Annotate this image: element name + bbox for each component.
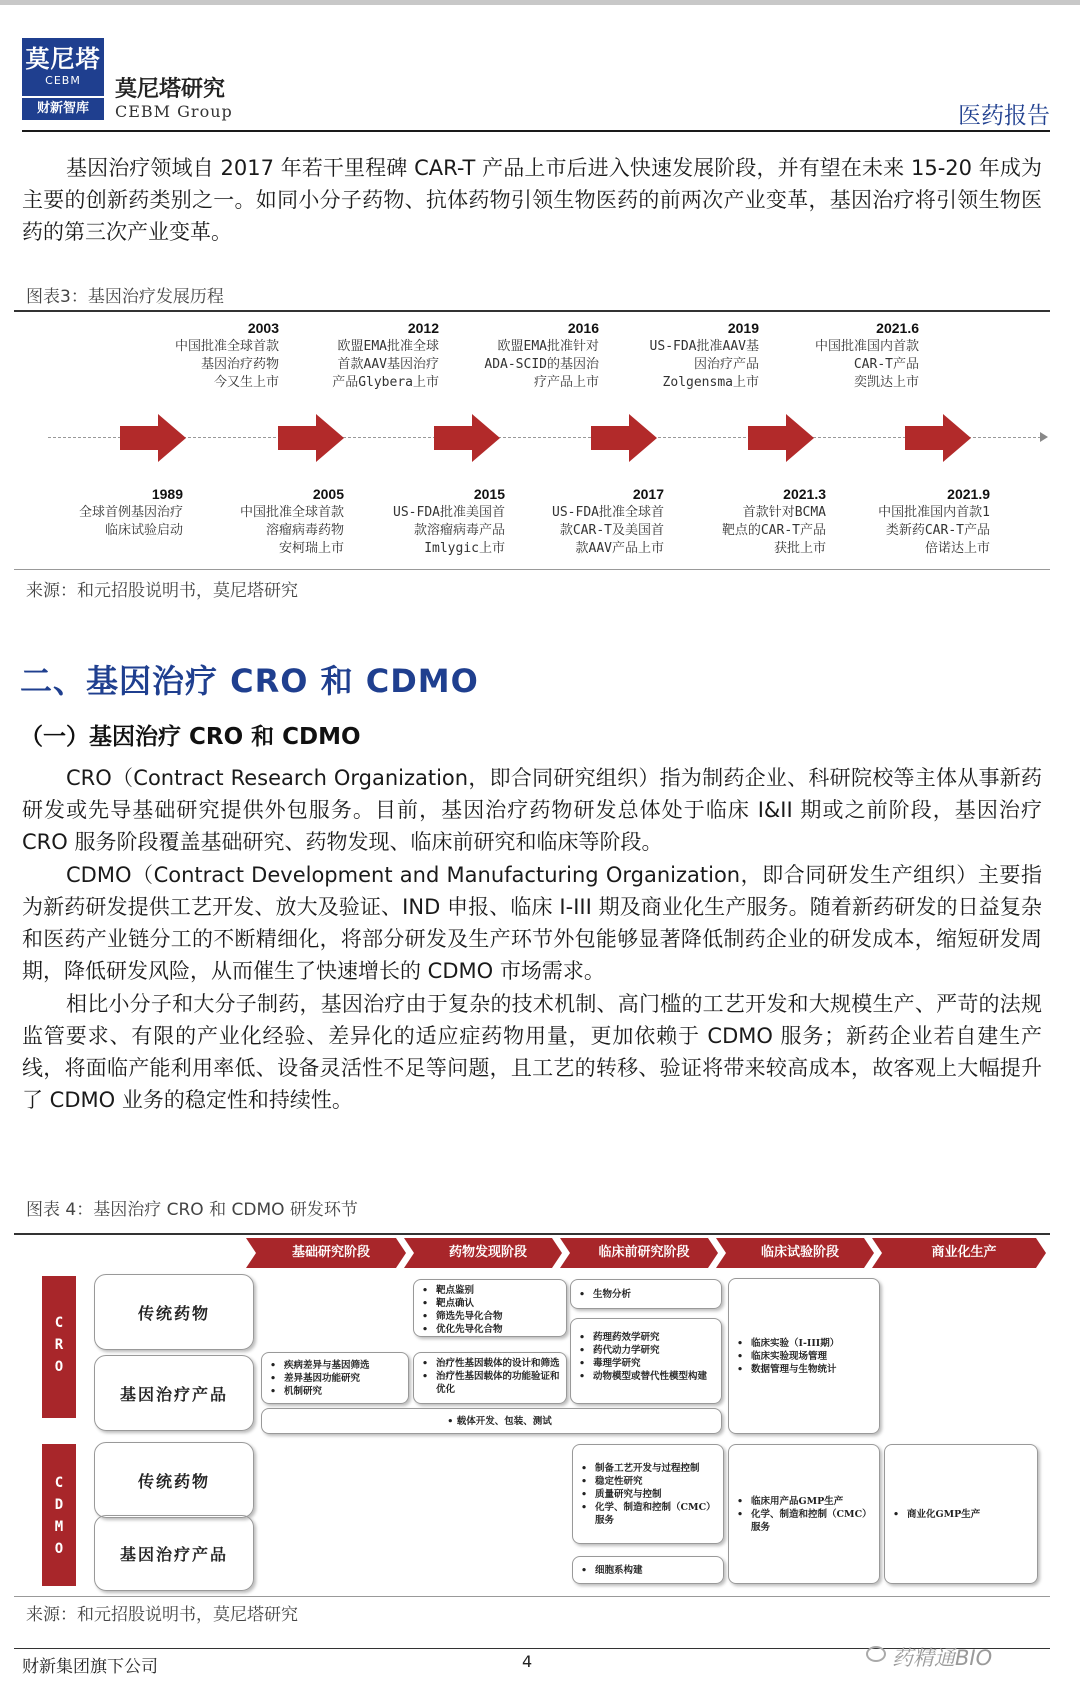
- timeline-event-text: 因治疗产品: [693, 357, 759, 372]
- timeline-event-2021.6: [679, 318, 919, 392]
- cdmo-letter: M: [54, 1519, 64, 1535]
- stage-drug-discovery: 药物发现阶段: [448, 1245, 527, 1260]
- timeline-event-text: 中国批准全球首款: [174, 339, 279, 354]
- cdmo-clinical-box: [728, 1444, 880, 1584]
- diagram-list-item: • 筛选先导化合物: [422, 1310, 560, 1323]
- wechat-icon: [866, 1646, 886, 1662]
- timeline-event-text: 基因治疗药物: [200, 357, 279, 372]
- diagram-list-item: • 动物模型或替代性模型构建: [579, 1370, 715, 1383]
- stage-clinical: 临床试验阶段: [760, 1245, 839, 1260]
- cro-preclinical-bioanalysis-box: [570, 1279, 722, 1309]
- diagram-list-item: • 靶点确认: [422, 1297, 560, 1310]
- cro-gene-therapy-box: 基因治疗产品: [94, 1355, 254, 1431]
- cdmo-cell-line-box: [572, 1556, 724, 1584]
- intro-paragraph: 基因治疗领域自 2017 年若干里程碑 CAR-T 产品上市后进入快速发展阶段，并有望在未来 15-20 年成为主要的创新药类别之一。如同小分子药物、抗体药物引领生物医药的前两次产业变革，基因治疗将引领生物医药的第三次产业变革。: [22, 156, 1042, 244]
- vector-development-text: 载体开发、包装、测试: [456, 1415, 552, 1427]
- timeline-event-text: 中国批准国内首款1: [878, 505, 990, 520]
- timeline-event-text: 溶瘤病毒药物: [265, 523, 344, 538]
- diagram-list-item: • 化学、制造和控制（CMC）服务: [737, 1508, 873, 1534]
- diagram-list-item: • 机制研究: [270, 1385, 402, 1398]
- brand-english: CEBM Group: [115, 102, 233, 121]
- diagram-list-item: • 质量研究与控制: [581, 1488, 717, 1501]
- stage-preclinical: 临床前研究阶段: [598, 1245, 690, 1260]
- cro-traditional-drug-box: 传统药物: [94, 1274, 254, 1350]
- timeline-event-text: 今又生上市: [213, 375, 279, 390]
- timeline-axis: [48, 437, 1046, 438]
- cdmo-commercial-box: [884, 1444, 1038, 1584]
- timeline-event-text: 类新药CAR-T产品: [885, 523, 990, 538]
- diagram-list-item: • 药代动力学研究: [579, 1344, 715, 1357]
- timeline-event-text: ADA-SCID的基因治: [484, 357, 599, 372]
- figure4-bottom-rule: [14, 1596, 1050, 1597]
- timeline-arrow: [434, 414, 500, 462]
- cebm-logo: [22, 38, 104, 120]
- figure4-caption: 图表 4：基因治疗 CRO 和 CDMO 研发环节: [26, 1200, 358, 1220]
- logo-chinese-name: 莫尼塔: [25, 45, 101, 73]
- page-number: 4: [522, 1652, 533, 1671]
- diagram-list-item: • 药理药效学研究: [579, 1331, 715, 1344]
- timeline-event-text: 欧盟EMA批准针对: [497, 339, 599, 354]
- brand-name: 莫尼塔研究: [115, 77, 226, 102]
- cro-basic-research-box: [261, 1352, 409, 1404]
- timeline-year: 2015: [473, 486, 505, 502]
- cdmo-paragraph: CDMO（Contract Development and Manufacturing Organization，即合同研发生产组织）主要指为新药研发提供工艺开发、放大及验证、IND 申报、临床 I-III 期及商业化生产服务。随着新药研发的日益复杂和医药产业链分工的不断精细化，将部分研发及生产环节外包能够显著降低制药企业的研发成本，缩短研发周期，降低研发风险，从而催生了快速增长的 CDMO 市场需求。: [22, 863, 1042, 983]
- timeline-year: 2012: [407, 320, 439, 336]
- logo-english-name: CEBM: [45, 74, 81, 87]
- timeline-arrow: [748, 414, 814, 462]
- diagram-list-item: • 毒理学研究: [579, 1357, 715, 1370]
- figure3-source: 来源：和元招股说明书，莫尼塔研究: [26, 581, 298, 601]
- timeline-event-text: 奕凯达上市: [853, 375, 919, 390]
- timeline-event-text: 产品Glybera上市: [332, 375, 439, 390]
- timeline-event-text: US-FDA批准全球首: [552, 505, 664, 520]
- cdmo-letter: D: [54, 1497, 64, 1513]
- figure4-top-rule: [14, 1233, 1050, 1235]
- diagram-list-item: • 差异基因功能研究: [270, 1372, 402, 1385]
- cdmo-letter: O: [54, 1541, 64, 1557]
- diagram-list-item: • 细胞系构建: [581, 1564, 717, 1577]
- cro-discovery-traditional-box: [413, 1279, 567, 1337]
- timeline-arrow: [278, 414, 344, 462]
- section-title: 二、基因治疗 CRO 和 CDMO: [20, 662, 479, 700]
- figure3-bottom-rule: [14, 569, 1050, 570]
- timeline-arrow: [591, 414, 657, 462]
- timeline-year: 2021.6: [876, 320, 919, 336]
- timeline-year: 2003: [247, 320, 279, 336]
- cro-discovery-gene-box: [413, 1352, 567, 1404]
- timeline-year: 2017: [632, 486, 664, 502]
- diagram-list-item: • 生物分析: [579, 1288, 715, 1301]
- cro-letter: R: [54, 1337, 64, 1353]
- timeline-year: 1989: [151, 486, 183, 502]
- timeline-event-text: 欧盟EMA批准全球: [337, 339, 439, 354]
- diagram-list-item: • 临床实验现场管理: [737, 1350, 873, 1363]
- logo-subtitle: 财新智库: [22, 98, 104, 120]
- timeline-event-text: 全球首例基因治疗: [78, 505, 183, 520]
- diagram-list-item: • 稳定性研究: [581, 1475, 717, 1488]
- timeline-arrow: [905, 414, 971, 462]
- timeline-event-text: 倍诺达上市: [924, 541, 990, 556]
- diagram-list-item: • 治疗性基因载体的设计和筛选: [422, 1357, 560, 1370]
- timeline-year: 2005: [312, 486, 344, 502]
- diagram-list-item: • 化学、制造和控制（CMC）服务: [581, 1501, 717, 1527]
- stage-band: [246, 1238, 1046, 1268]
- diagram-list-item: • 优化先导化合物: [422, 1323, 560, 1336]
- figure3-caption: 图表3：基因治疗发展历程: [26, 287, 224, 307]
- timeline-event-text: 中国批准国内首款: [814, 339, 919, 354]
- stage-commercial: 商业化生产: [931, 1245, 997, 1260]
- timeline-event-text: 款AAV产品上市: [575, 541, 664, 556]
- timeline-event-text: 安柯瑞上市: [278, 541, 344, 556]
- timeline-arrow: [120, 414, 186, 462]
- timeline-year: 2021.9: [947, 486, 990, 502]
- timeline-event-text: US-FDA批准AAV基: [649, 339, 759, 354]
- diagram-list-item: • 数据管理与生物统计: [737, 1363, 873, 1376]
- timeline-event-text: 获批上市: [773, 541, 826, 556]
- diagram-list-item: • 商业化GMP生产: [893, 1508, 1031, 1521]
- cro-letter: O: [54, 1359, 64, 1375]
- timeline-axis-arrowhead: [1040, 432, 1048, 442]
- timeline-event-text: 中国批准全球首款: [239, 505, 344, 520]
- header-divider: [22, 130, 1050, 132]
- cdmo-letter: C: [54, 1475, 64, 1491]
- timeline-event-text: Imlygic上市: [424, 541, 505, 556]
- report-type: 医药报告: [958, 103, 1050, 129]
- cdmo-gene-therapy-box: 基因治疗产品: [94, 1515, 254, 1591]
- diagram-list-item: • 靶点鉴别: [422, 1284, 560, 1297]
- footer-company: 财新集团旗下公司: [22, 1657, 158, 1677]
- timeline-year: 2019: [727, 320, 759, 336]
- timeline-event-text: 首款AAV基因治疗: [337, 357, 439, 372]
- diagram-list-item: • 制备工艺开发与过程控制: [581, 1462, 717, 1475]
- timeline-event-text: CAR-T产品: [853, 357, 919, 372]
- top-rule: [0, 0, 1080, 5]
- cro-paragraph: CRO（Contract Research Organization，即合同研究组织）指为制药企业、科研院校等主体从事新药研发或先导基础研究提供外包服务。目前，基因治疗药物研发总体处于临床 I&II 期或之前阶段，基因治疗 CRO 服务阶段覆盖基础研究、药物发现、临床前研究和临床等阶段。: [22, 766, 1042, 854]
- cro-clinical-box: [728, 1278, 880, 1434]
- timeline-event-text: 首款针对BCMA: [742, 505, 826, 520]
- cdmo-traditional-drug-box: 传统药物: [94, 1442, 254, 1518]
- stage-basic-research: 基础研究阶段: [291, 1245, 370, 1260]
- watermark: 药精通BIO: [892, 1646, 993, 1670]
- figure3-top-rule: [14, 310, 1050, 312]
- diagram-list-item: • 疾病差异与基因筛选: [270, 1359, 402, 1372]
- figure4-source: 来源：和元招股说明书，莫尼塔研究: [26, 1605, 298, 1625]
- timeline-event-text: 疗产品上市: [533, 375, 599, 390]
- timeline-event-text: 款CAR-T及美国首: [559, 523, 664, 538]
- cro-preclinical-box: [570, 1318, 722, 1404]
- comparison-paragraph: 相比小分子和大分子制药，基因治疗由于复杂的技术机制、高门槛的工艺开发和大规模生产、严苛的法规监管要求、有限的产业化经验、差异化的适应症药物用量，更加依赖于 CDMO 服务；新药企业若自建生产线，将面临产能利用率低、设备灵活性不足等问题，且工艺的转移、验证将带来较高成本，故客观上大幅提升了 CDMO 业务的稳定性和持续性。: [22, 992, 1042, 1112]
- timeline-year: 2016: [567, 320, 599, 336]
- cro-side-label: [42, 1276, 76, 1418]
- timeline-event-2021.9: [750, 484, 990, 558]
- cdmo-side-label: [42, 1444, 76, 1586]
- vector-development-bar: • 载体开发、包装、测试: [261, 1408, 722, 1434]
- subsection-title: （一）基因治疗 CRO 和 CDMO: [20, 724, 361, 750]
- cro-letter: C: [54, 1315, 64, 1331]
- timeline-year: 2021.3: [783, 486, 826, 502]
- diagram-list-item: • 临床用产品GMP生产: [737, 1495, 873, 1508]
- timeline-event-text: US-FDA批准美国首: [393, 505, 505, 520]
- diagram-list-item: • 治疗性基因载体的功能验证和优化: [422, 1370, 560, 1396]
- timeline-event-text: 靶点的CAR-T产品: [721, 523, 826, 538]
- timeline-event-text: 临床试验启动: [104, 523, 183, 538]
- timeline-event-text: Zolgensma上市: [662, 375, 759, 390]
- diagram-list-item: • 临床实验（I-III期）: [737, 1337, 873, 1350]
- cdmo-preclinical-box: [572, 1444, 724, 1544]
- timeline-event-text: 款溶瘤病毒产品: [413, 523, 505, 538]
